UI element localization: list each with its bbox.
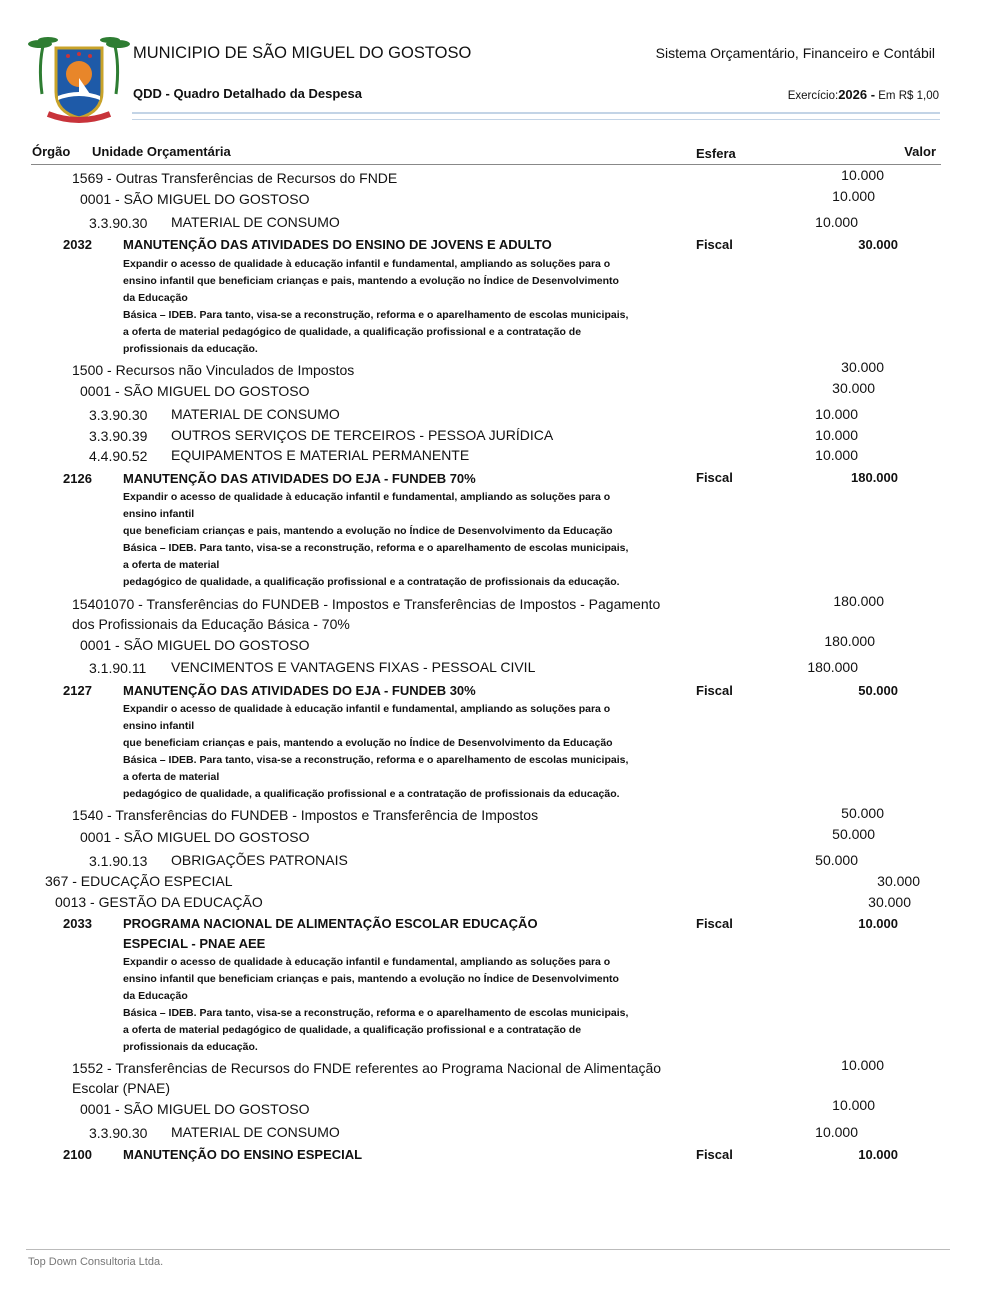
fonte-recurso-line1: 1552 - Transferências de Recursos do FNDE referentes ao Programa Nacional de Alimentação [72, 1060, 662, 1076]
description-line: ensino infantil [123, 720, 195, 733]
description-line: Básica – IDEB. Para tanto, visa-se a reconstrução, reforma e o aparelhamento de escolas municipais, [123, 754, 629, 767]
elemento-name: OUTROS SERVIÇOS DE TERCEIROS - PESSOA JURÍDICA [171, 427, 554, 443]
elemento-name: MATERIAL DE CONSUMO [171, 1124, 340, 1140]
acao-esfera: Fiscal [696, 237, 733, 252]
description-line: a oferta de material pedagógico de qualidade, a qualificação profissional e a contratação de [123, 326, 582, 339]
fonte-recurso: 1500 - Recursos não Vinculados de Impostos [72, 362, 355, 378]
description-line: Básica – IDEB. Para tanto, visa-se a reconstrução, reforma e o aparelhamento de escolas municipais, [123, 309, 629, 322]
unidade-gestora: 0001 - SÃO MIGUEL DO GOSTOSO [80, 1101, 310, 1117]
acao-code: 2032 [63, 237, 92, 252]
acao-code: 2100 [63, 1147, 92, 1162]
unidade-gestora: 0001 - SÃO MIGUEL DO GOSTOSO [80, 191, 310, 207]
description-line: que beneficiam crianças e pais, mantendo a evolução no Índice de Desenvolvimento da Educação [123, 737, 613, 750]
unidade-gestora-value: 10.000 [832, 188, 875, 204]
acao-description [123, 256, 683, 359]
description-line: Expandir o acesso de qualidade à educação infantil e fundamental, ampliando as soluções para o [123, 258, 611, 270]
municipality-name: MUNICIPIO DE SÃO MIGUEL DO GOSTOSO [133, 44, 472, 62]
acao-esfera: Fiscal [696, 916, 733, 931]
report-title: QDD - Quadro Detalhado da Despesa [133, 86, 362, 101]
municipal-coat-of-arms-logo [28, 34, 130, 126]
programa: 0013 - GESTÃO DA EDUCAÇÃO [55, 894, 263, 910]
subfuncao: 367 - EDUCAÇÃO ESPECIAL [45, 873, 233, 889]
acao-name: MANUTENÇÃO DAS ATIVIDADES DO ENSINO DE JOVENS E ADULTO [123, 237, 552, 252]
acao-value: 180.000 [851, 470, 898, 485]
description-line: ensino infantil que beneficiam crianças e pais, mantendo a evolução no Índice de Desenvolvimento [123, 973, 619, 986]
fonte-recurso: 1540 - Transferências do FUNDEB - Impostos e Transferência de Impostos [72, 807, 539, 823]
description-line: profissionais da educação. [123, 1041, 258, 1054]
elemento-value: 10.000 [815, 447, 858, 463]
acao-description [123, 701, 683, 804]
elemento-code: 3.3.90.30 [89, 215, 148, 231]
elemento-value: 10.000 [815, 1124, 858, 1140]
description-line: a oferta de material [123, 771, 220, 784]
fonte-recurso-value: 10.000 [841, 1057, 884, 1073]
fonte-recurso-value: 180.000 [833, 593, 884, 609]
col-esfera: Esfera [696, 146, 736, 161]
fonte-recurso-value: 50.000 [841, 805, 884, 821]
elemento-name: MATERIAL DE CONSUMO [171, 406, 340, 422]
subfuncao-value: 30.000 [877, 873, 920, 889]
currency: Em R$ 1,00 [878, 90, 939, 102]
exercise-info [788, 87, 939, 102]
elemento-value: 10.000 [815, 427, 858, 443]
elemento-value: 50.000 [815, 852, 858, 868]
acao-description [123, 954, 683, 1057]
description-line: Expandir o acesso de qualidade à educação infantil e fundamental, ampliando as soluções para o [123, 703, 611, 715]
elemento-code: 3.1.90.13 [89, 853, 148, 869]
exercise-label: Exercício: [787, 90, 839, 102]
unidade-gestora-value: 180.000 [824, 633, 875, 649]
description-line: que beneficiam crianças e pais, mantendo a evolução no Índice de Desenvolvimento da Educação [123, 525, 613, 538]
acao-value: 30.000 [858, 237, 898, 252]
acao-description [123, 489, 683, 592]
elemento-value: 10.000 [815, 214, 858, 230]
description-line: profissionais da educação. [123, 343, 258, 356]
description-line: Expandir o acesso de qualidade à educação infantil e fundamental, ampliando as soluções para o [123, 491, 611, 503]
fonte-recurso-line1: 15401070 - Transferências do FUNDEB - Impostos e Transferências de Impostos - Pagamento [72, 596, 661, 612]
footer-divider [26, 1249, 950, 1250]
elemento-value: 180.000 [807, 659, 858, 675]
description-line: pedagógico de qualidade, a qualificação profissional e a contratação de profissionais da educação. [123, 576, 620, 589]
unidade-gestora-value: 10.000 [832, 1097, 875, 1113]
fonte-recurso-line2: Escolar (PNAE) [72, 1080, 171, 1096]
elemento-name: OBRIGAÇÕES PATRONAIS [171, 852, 348, 868]
acao-name-line1: PROGRAMA NACIONAL DE ALIMENTAÇÃO ESCOLAR EDUCAÇÃO [123, 916, 538, 931]
unidade-gestora: 0001 - SÃO MIGUEL DO GOSTOSO [80, 637, 310, 653]
description-line: pedagógico de qualidade, a qualificação profissional e a contratação de profissionais da educação. [123, 788, 620, 801]
col-orgao: Órgão [32, 144, 71, 159]
acao-name: MANUTENÇÃO DO ENSINO ESPECIAL [123, 1147, 363, 1162]
description-line: Básica – IDEB. Para tanto, visa-se a reconstrução, reforma e o aparelhamento de escolas municipais, [123, 1007, 629, 1020]
description-line: Expandir o acesso de qualidade à educação infantil e fundamental, ampliando as soluções para o [123, 956, 611, 968]
elemento-name: EQUIPAMENTOS E MATERIAL PERMANENTE [171, 447, 470, 463]
col-valor: Valor [904, 144, 936, 159]
unidade-gestora-value: 50.000 [832, 826, 875, 842]
elemento-value: 10.000 [815, 406, 858, 422]
column-header-divider [31, 164, 941, 165]
unidade-gestora: 0001 - SÃO MIGUEL DO GOSTOSO [80, 383, 310, 399]
elemento-code: 3.3.90.30 [89, 407, 148, 423]
elemento-code: 3.3.90.39 [89, 428, 148, 444]
fonte-recurso: 1569 - Outras Transferências de Recursos do FNDE [72, 170, 398, 186]
header-divider [132, 112, 940, 120]
system-name: Sistema Orçamentário, Financeiro e Contábil [655, 45, 935, 61]
description-line: da Educação [123, 292, 188, 305]
acao-value: 10.000 [858, 1147, 898, 1162]
acao-code: 2127 [63, 683, 92, 698]
fonte-recurso-line2: dos Profissionais da Educação Básica - 70% [72, 616, 350, 632]
exercise-year: 2026 - [838, 87, 876, 102]
description-line: ensino infantil que beneficiam crianças e pais, mantendo a evolução no Índice de Desenvolvimento [123, 275, 619, 288]
acao-esfera: Fiscal [696, 470, 733, 485]
fonte-recurso-value: 30.000 [841, 359, 884, 375]
acao-name: MANUTENÇÃO DAS ATIVIDADES DO EJA - FUNDEB 30% [123, 683, 476, 698]
fonte-recurso-value: 10.000 [841, 167, 884, 183]
acao-name-line2: ESPECIAL - PNAE AEE [123, 936, 266, 951]
description-line: a oferta de material [123, 559, 220, 572]
acao-value: 10.000 [858, 916, 898, 931]
description-line: Básica – IDEB. Para tanto, visa-se a reconstrução, reforma e o aparelhamento de escolas municipais, [123, 542, 629, 555]
description-line: ensino infantil [123, 508, 195, 521]
acao-name: MANUTENÇÃO DAS ATIVIDADES DO EJA - FUNDEB 70% [123, 471, 476, 486]
acao-esfera: Fiscal [696, 1147, 733, 1162]
acao-value: 50.000 [858, 683, 898, 698]
acao-code: 2126 [63, 471, 92, 486]
programa-value: 30.000 [868, 894, 911, 910]
elemento-name: MATERIAL DE CONSUMO [171, 214, 340, 230]
elemento-code: 4.4.90.52 [89, 448, 148, 464]
description-line: a oferta de material pedagógico de qualidade, a qualificação profissional e a contratação de [123, 1024, 582, 1037]
elemento-code: 3.1.90.11 [89, 660, 147, 676]
elemento-name: VENCIMENTOS E VANTAGENS FIXAS - PESSOAL CIVIL [171, 659, 536, 675]
elemento-code: 3.3.90.30 [89, 1125, 148, 1141]
acao-code: 2033 [63, 916, 92, 931]
acao-esfera: Fiscal [696, 683, 733, 698]
unidade-gestora: 0001 - SÃO MIGUEL DO GOSTOSO [80, 829, 310, 845]
description-line: da Educação [123, 990, 188, 1003]
unidade-gestora-value: 30.000 [832, 380, 875, 396]
col-unidade: Unidade Orçamentária [92, 144, 231, 159]
footer-company: Top Down Consultoria Ltda. [28, 1256, 164, 1268]
